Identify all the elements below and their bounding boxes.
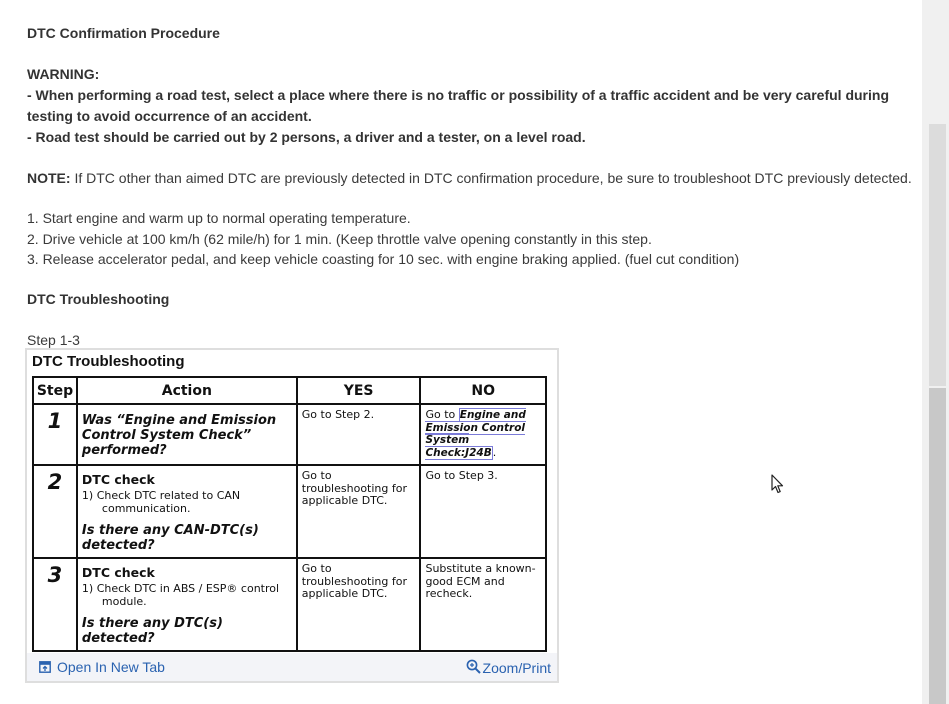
yes-cell: Go to troubleshooting for applicable DTC. [297,465,421,558]
warning-item-1: - When performing a road test, select a place where there is no traffic or possibility of a traffic accident and be very careful during testing to avoid occurrence of an accident. [27,87,889,124]
step-caption: Step 1-3 [27,332,80,348]
note-label: NOTE: [27,170,71,186]
zoom-print-button[interactable] [466,659,551,676]
table-row [33,404,546,465]
action-question: Is there any DTC(s) detected? [81,616,223,646]
zoom-print-label: Zoom/Print [482,660,551,676]
yes-cell: Go to troubleshooting for applicable DTC. [297,558,421,651]
vertical-scrollbar[interactable] [922,0,949,704]
scrollbar-track-upper [929,124,946,386]
header-step: Step [33,377,77,404]
step-number: 2 [33,465,77,558]
note-text: If DTC other than aimed DTC are previously detected in DTC confirmation procedure, be sure to troubleshoot DTC previously detected. [70,170,912,186]
table-header-row [33,377,546,404]
engine-check-link[interactable]: Engine and Emission Control System Check:J24B [425,409,526,459]
no-cell [420,404,546,465]
header-action: Action [77,377,297,404]
troubleshooting-table [32,376,547,652]
warning-item-2: - Road test should be carried out by 2 persons, a driver and a tester, on a level road. [27,129,586,145]
warning-label: WARNING: [27,66,100,82]
troubleshooting-heading: DTC Troubleshooting [27,291,170,307]
note-paragraph [27,168,912,189]
figure-title: DTC Troubleshooting [32,353,185,370]
yes-cell: Go to Step 2. [297,404,421,465]
step-number: 3 [33,558,77,651]
header-yes: YES [297,377,421,404]
procedure-step-2: 2. Drive vehicle at 100 km/h (62 mile/h) for 1 min. (Keep throttle valve opening constantly in this step. [27,231,652,247]
mouse-pointer-icon [771,474,785,494]
action-heading: DTC check [81,472,155,487]
procedure-step-1: 1. Start engine and warm up to normal operating temperature. [27,210,411,226]
action-question: Is there any CAN-DTC(s) detected? [81,523,259,553]
table-row [33,465,546,558]
action-question: Was “Engine and Emission Control System Check” performed? [81,413,277,458]
action-cell [77,404,297,465]
action-substep: 1) Check DTC in ABS / ESP® control module. [81,582,280,608]
zoom-icon [466,659,481,674]
section-title: DTC Confirmation Procedure [27,25,220,41]
procedure-step-3: 3. Release accelerator pedal, and keep vehicle coasting for 10 sec. with engine braking applied. (fuel cut condition) [27,251,740,267]
no-suffix: . [492,445,497,459]
action-cell [77,558,297,651]
troubleshooting-figure [25,348,559,683]
action-cell [77,465,297,558]
no-prefix: Go to [425,408,459,421]
scrollbar-thumb[interactable] [929,388,946,704]
table-row [33,558,546,651]
action-substep: 1) Check DTC related to CAN communication. [81,489,241,515]
open-new-tab-button[interactable] [39,659,165,675]
header-no: NO [420,377,546,404]
no-cell: Go to Step 3. [420,465,546,558]
open-new-tab-label: Open In New Tab [57,659,165,675]
no-cell: Substitute a known-good ECM and recheck. [420,558,546,651]
open-in-new-tab-icon [39,661,51,673]
action-heading: DTC check [81,565,155,580]
figure-toolbar [27,653,557,681]
step-number: 1 [33,404,77,465]
